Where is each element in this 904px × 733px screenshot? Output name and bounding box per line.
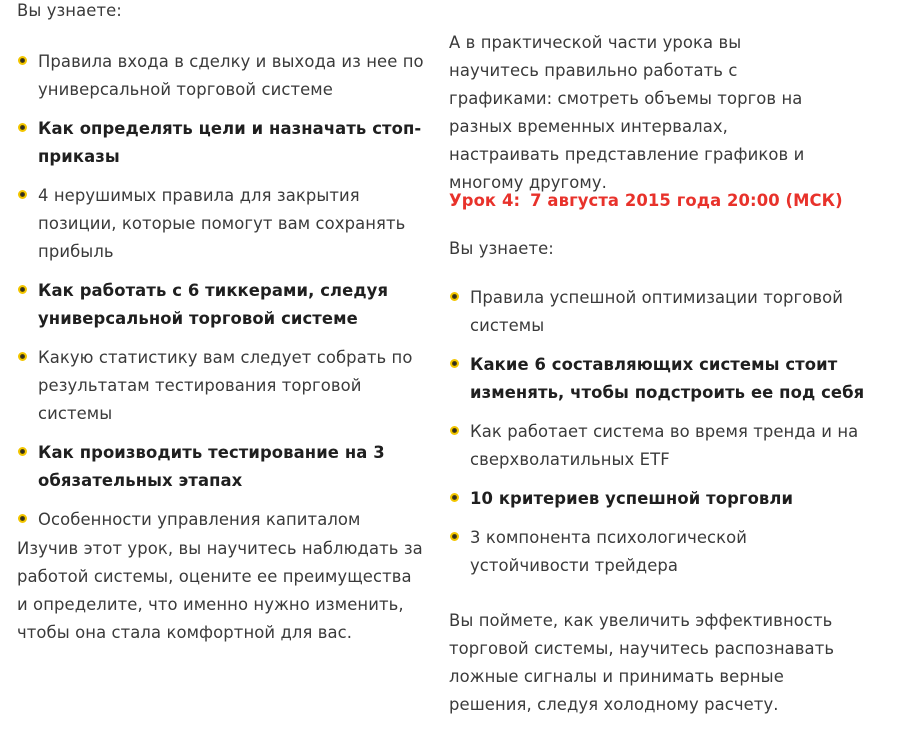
list-item: Правила успешной оптимизации торговой системы [449, 284, 869, 340]
bullet-dot-icon [450, 493, 459, 502]
bullet-dot-icon [18, 514, 27, 523]
right-bullet-list [449, 284, 869, 591]
list-item: Как производить тестирование на 3 обязательных этапах [17, 439, 435, 495]
lesson-heading [449, 187, 843, 215]
bullet-dot-icon [18, 352, 27, 361]
list-item: Как работает система во время тренда и на сверхволатильных ETF [449, 418, 869, 474]
list-item: 3 компонента психологической устойчивости трейдера [449, 524, 869, 580]
lesson-label: Урок 4: [449, 191, 521, 210]
lesson-datetime: 7 августа 2015 года 20:00 (МСК) [530, 191, 843, 210]
list-item: Какие 6 составляющих системы стоит изменять, чтобы подстроить ее под себя [449, 351, 869, 407]
bullet-dot-icon [450, 359, 459, 368]
bullet-dot-icon [450, 532, 459, 541]
list-item: 10 критериев успешной торговли [449, 485, 869, 513]
bullet-dot-icon [18, 447, 27, 456]
bullet-dot-icon [450, 426, 459, 435]
list-item: Какую статистику вам следует собрать по результатам тестирования торговой системы [17, 344, 435, 428]
right-intro: Вы узнаете: [449, 239, 554, 258]
list-item: Особенности управления капиталом [17, 506, 435, 534]
left-intro: Вы узнаете: [17, 1, 122, 20]
list-item: Как определять цели и назначать стоп-приказы [17, 115, 435, 171]
bullet-dot-icon [18, 285, 27, 294]
bullet-dot-icon [450, 292, 459, 301]
practice-paragraph: А в практической части урока вы научитесь правильно работать с графиками: смотреть объемы торгов на разных временных интервалах, настраивать представление графиков и многому другому. [449, 33, 805, 192]
list-item: 4 нерушимых правила для закрытия позиции, которые помогут вам сохранять прибыль [17, 182, 435, 266]
list-item: Как работать с 6 тиккерами, следуя универсальной торговой системе [17, 277, 435, 333]
bullet-dot-icon [18, 190, 27, 199]
bullet-dot-icon [18, 123, 27, 132]
left-bullet-list [17, 48, 435, 545]
bullet-dot-icon [18, 56, 27, 65]
left-outro-paragraph: Изучив этот урок, вы научитесь наблюдать за работой системы, оцените ее преимущества и определите, что именно нужно изменить, чтобы она стала комфортной для вас. [17, 539, 423, 642]
right-outro-paragraph: Вы поймете, как увеличить эффективность торговой системы, научитесь распознавать ложные сигналы и принимать верные решения, следуя холодному расчету. [449, 611, 835, 714]
list-item: Правила входа в сделку и выхода из нее по универсальной торговой системе [17, 48, 435, 104]
